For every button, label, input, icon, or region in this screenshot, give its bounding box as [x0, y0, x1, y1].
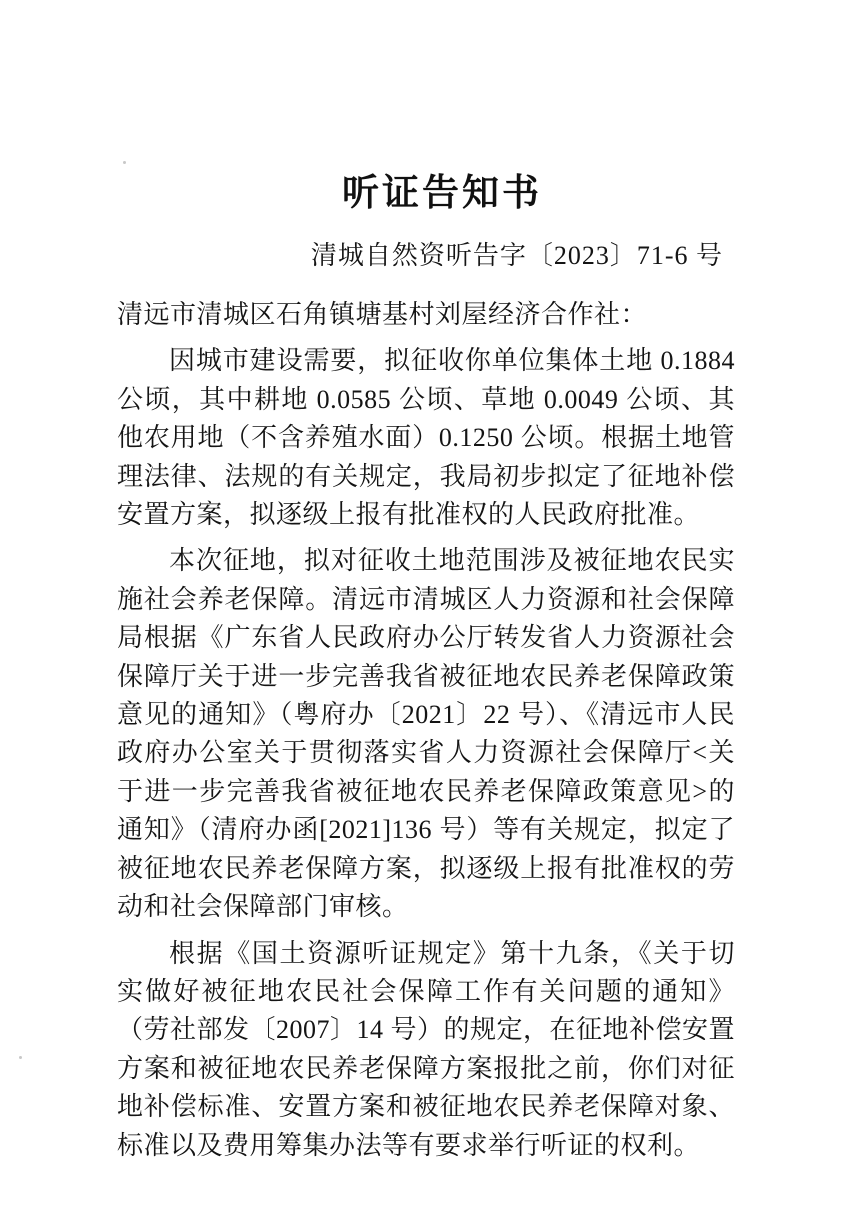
paragraph-land-expropriation: 因城市建设需要，拟征收你单位集体土地 0.1884 公顷，其中耕地 0.0585 公顷、草地 0.0049 公顷、其他农用地（不含养殖水面）0.1250 公顷。根据土地管理法律、法规的有关规定，我局初步拟定了征地补偿安置方案，拟逐级上报有批准权的人民政府批准。 — [117, 346, 735, 530]
scan-speck — [19, 1056, 22, 1059]
scan-speck — [123, 161, 126, 164]
paragraph-hearing-rights: 根据《国土资源听证规定》第十九条，《关于切实做好被征地农民社会保障工作有关问题的通知》（劳社部发〔2007〕14 号）的规定，在征地补偿安置方案和被征地农民养老保障方案报批之前，你们对征地补偿标准、安置方案和被征地农民养老保障对象、标准以及费用筹集办法等有要求举行听证的权利。 — [117, 938, 736, 1160]
document-number: 清城自然资听告字〔2023〕71-6 号 — [310, 241, 723, 270]
paragraph-pension-scheme: 本次征地，拟对征收土地范围涉及被征地农民实施社会养老保障。清远市清城区人力资源和社会保障局根据《广东省人民政府办公厅转发省人力资源社会保障厅关于进一步完善我省被征地农民养老保障政策意见的通知》（粤府办〔2021〕22 号）、《清远市人民政府办公室关于贯彻落实省人力资源社会保障厅<关于进一步完善我省被征地农民养老保障政策意见>的通知》（清府办函[2021]136 号）等有关规定，拟定了被征地农民养老保障方案，拟逐级上报有批准权的劳动和社会保障部门审核。 — [117, 546, 735, 922]
document-title: 听证告知书 — [342, 172, 542, 213]
document-body — [117, 296, 735, 1165]
addressee-line: 清远市清城区石角镇塘基村刘屋经济合作社： — [117, 300, 648, 329]
